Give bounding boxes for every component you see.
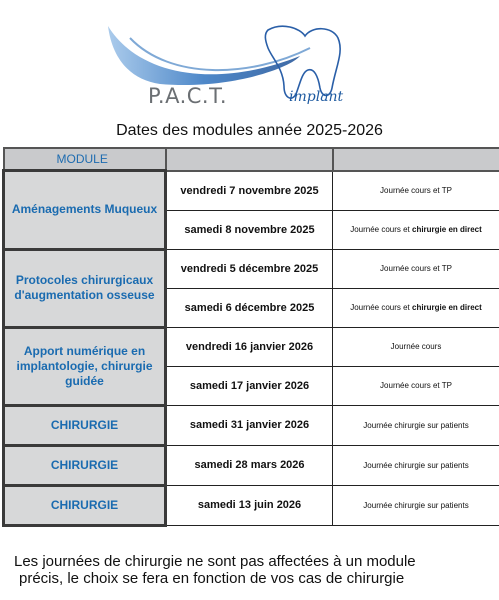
table-row (4, 405, 499, 445)
modules-table (2, 147, 499, 527)
session-date: samedi 6 décembre 2025 (166, 288, 333, 327)
session-date: samedi 13 juin 2026 (166, 485, 333, 525)
session-activity: Journée chirurgie sur patients (333, 485, 499, 525)
module-name: Aménagements Muqueux (4, 171, 166, 250)
module-name: CHIRURGIE (4, 485, 166, 525)
session-date: vendredi 7 novembre 2025 (166, 171, 333, 211)
session-activity: Journée cours (333, 327, 499, 366)
session-date: samedi 28 mars 2026 (166, 445, 333, 485)
table-row (4, 171, 499, 211)
session-activity: Journée cours et chirurgie en direct (333, 210, 499, 249)
session-date: vendredi 5 décembre 2025 (166, 249, 333, 288)
table-row (4, 249, 499, 288)
module-name: Protocoles chirurgicaux d'augmentation osseuse (4, 249, 166, 327)
footer-line-2: précis, le choix se fera en fonction de vos cas de chirurgie (19, 570, 405, 587)
session-activity: Journée chirurgie sur patients (333, 405, 499, 445)
table-header-row (4, 148, 499, 171)
module-name: CHIRURGIE (4, 405, 166, 445)
logo-brand-text: P.A.C.T. (148, 84, 228, 108)
table-row (4, 485, 499, 525)
session-activity: Journée chirurgie sur patients (333, 445, 499, 485)
session-date: samedi 17 janvier 2026 (166, 366, 333, 405)
session-activity: Journée cours et TP (333, 249, 499, 288)
header-blank (166, 148, 333, 171)
page-title: Dates des modules année 2025-2026 (116, 122, 383, 139)
module-name: Apport numérique en implantologie, chirurgie guidée (4, 327, 166, 405)
table-row (4, 327, 499, 366)
session-date: samedi 8 novembre 2025 (166, 210, 333, 249)
header-blank (333, 148, 499, 171)
session-date: vendredi 16 janvier 2026 (166, 327, 333, 366)
session-activity: Journée cours et chirurgie en direct (333, 288, 499, 327)
session-activity: Journée cours et TP (333, 366, 499, 405)
module-name: CHIRURGIE (4, 445, 166, 485)
session-activity: Journée cours et TP (333, 171, 499, 211)
session-date: samedi 31 janvier 2026 (166, 405, 333, 445)
logo-sub-text: implant (289, 89, 344, 105)
table-row (4, 445, 499, 485)
module-header: MODULE (4, 148, 166, 171)
footer-line-1: Les journées de chirurgie ne sont pas affectées à un module (14, 553, 416, 570)
footer-note (14, 553, 416, 587)
